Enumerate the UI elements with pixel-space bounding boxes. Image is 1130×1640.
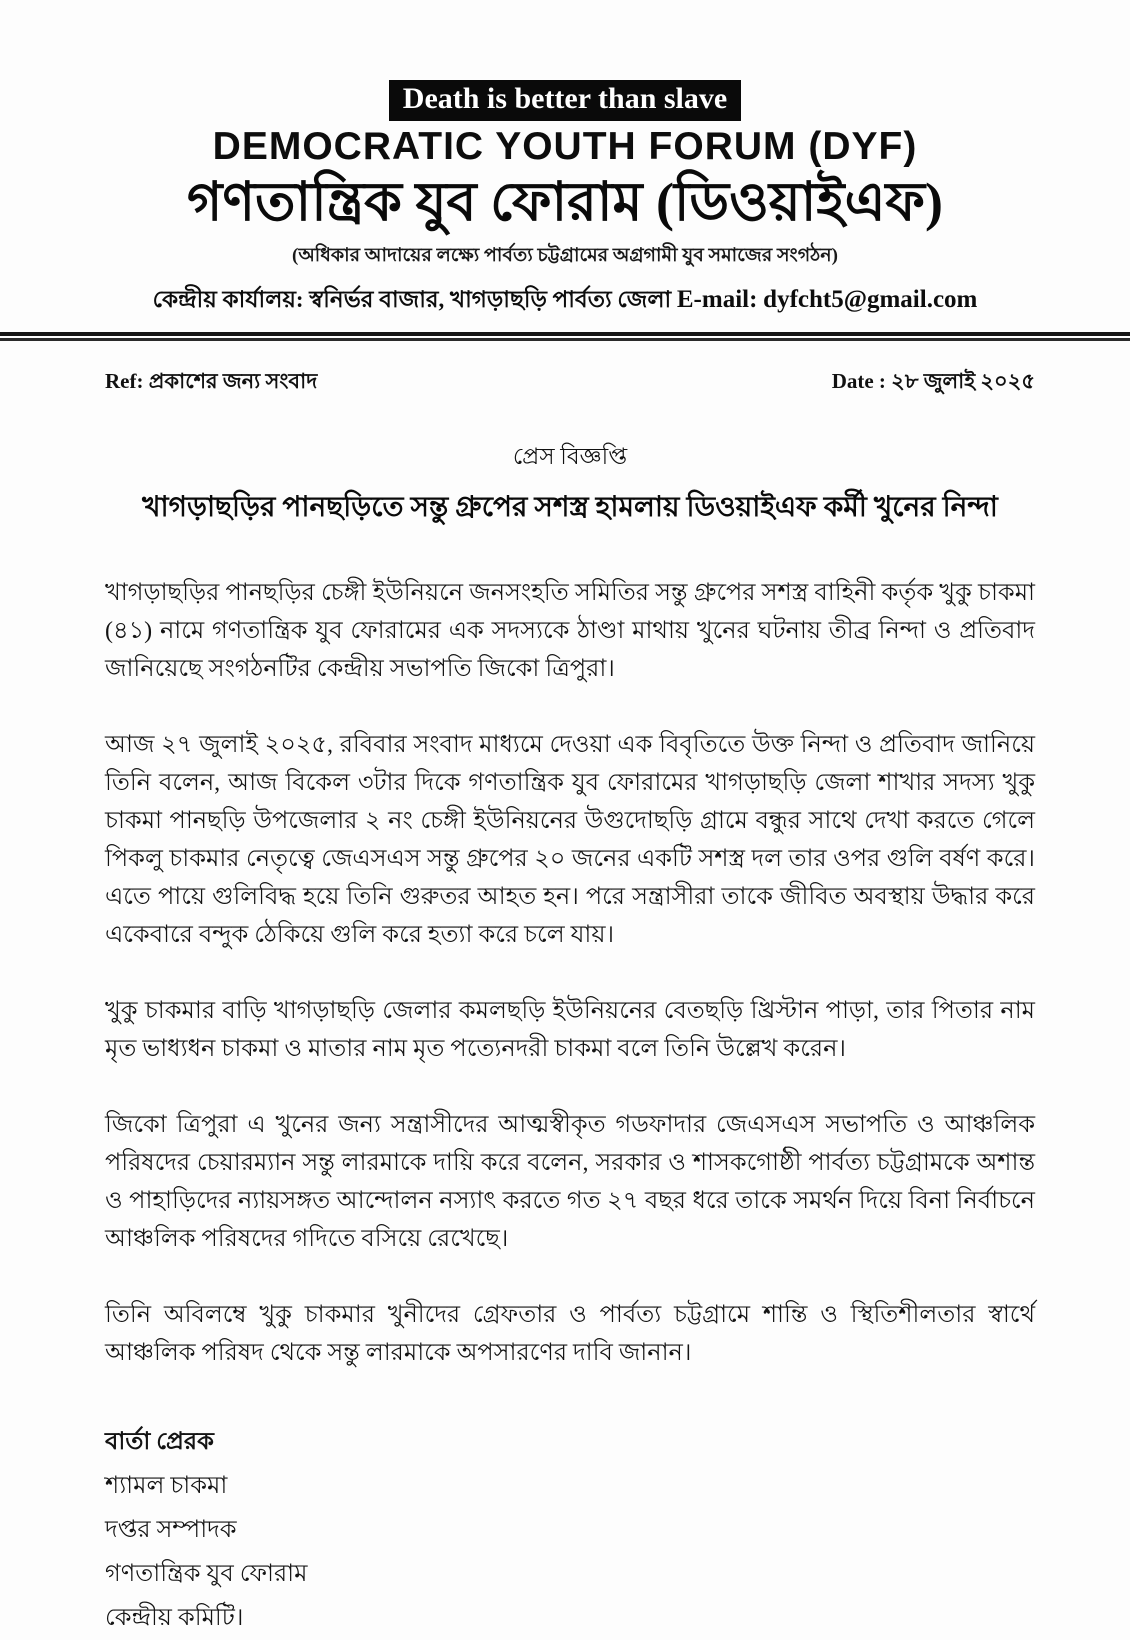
document-header [0,80,1130,320]
signature-sender-label: বার্তা প্রেরক [105,1429,214,1456]
signature-title: দপ্তর সম্পাদক [105,1517,237,1544]
org-name-english: DEMOCRATIC YOUTH FORUM (DYF) [212,125,918,168]
paragraph-2: আজ ২৭ জুলাই ২০২৫, রবিবার সংবাদ মাধ্যমে দেওয়া এক বিবৃতিতে উক্ত নিন্দা ও প্রতিবাদ জানিয়ে তিনি বলেন, আজ বিকেল ৩টার দিকে গণতান্ত্রিক যুব ফোরামের খাগড়াছড়ি জেলা শাখার সদস্য খুকু চাকমা পানছড়ি উপজেলার ২ নং চেঙ্গী ইউনিয়নের উগুদোছড়ি গ্রামে বন্ধুর সাথে দেখা করতে গেলে পিকলু চাকমার নেতৃত্বে জেএসএস সন্তু গ্রুপের ২০ জনের একটি সশস্ত্র দল তার ওপর গুলি বর্ষণ করে। এতে পায়ে গুলিবিদ্ধ হয়ে তিনি গুরুতর আহত হন। পরে সন্ত্রাসীরা তাকে জীবিত অবস্থায় উদ্ধার করে একেবারে বন্দুক ঠেকিয়ে গুলি করে হত্যা করে চলে যায়। [105,732,1035,949]
press-release-tag: প্রেস বিজ্ঞপ্তি [512,444,628,470]
ref-label: Ref: [105,369,144,394]
date-label: Date : [831,369,886,394]
org-name-bengali: গণতান্ত্রিক যুব ফোরাম (ডিওয়াইএফ) [187,172,943,232]
headline: খাগড়াছড়ির পানছড়িতে সন্তু গ্রুপের সশস্ত্র হামলায় ডিওয়াইএফ কর্মী খুনের নিন্দা [142,492,998,524]
office-address: কেন্দ্রীয় কার্যালয়: স্বনির্ভর বাজার, খাগড়াছড়ি পার্বত্য জেলা [152,287,672,313]
ref-text: প্রকাশের জন্য সংবাদ [148,369,318,394]
signature-organization: গণতান্ত্রিক যুব ফোরাম [105,1561,308,1588]
motto-banner [389,80,741,121]
date-line [832,365,1035,400]
motto-text: Death is better than slave [402,82,728,115]
paragraph-3: খুকু চাকমার বাড়ি খাগড়াছড়ি জেলার কমলছড়ি ইউনিয়নের বেতছড়ি খ্রিস্টান পাড়া, তার পিতার নাম মৃত ভাধ্যধন চাকমা ও মাতার নাম মৃত পত্যেনদরী চাকমা বলে তিনি উল্লেখ করেন। [105,998,1035,1063]
ref-line [105,365,317,400]
date-value: ২৮ জুলাই ২০২৫ [891,369,1035,394]
meta-row [105,365,1035,400]
signature-block [105,1420,1035,1640]
document-body [0,365,1130,1640]
email-label: E-mail: [676,286,758,314]
office-address-line [0,281,1130,320]
paragraph-4: জিকো ত্রিপুরা এ খুনের জন্য সন্ত্রাসীদের আত্মস্বীকৃত গডফাদার জেএসএস সভাপতি ও আঞ্চলিক পরিষদের চেয়ারম্যান সন্তু লারমাকে দায়ি করে বলেন, সরকার ও শাসকগোষ্ঠী পার্বত্য চট্টগ্রামকে অশান্ত ও পাহাড়িদের ন্যায়সঙ্গত আন্দোলন নস্যাৎ করতে গত ২৭ বছর ধরে তাকে সমর্থন দিয়ে বিনা নির্বাচনে আঞ্চলিক পরিষদের গদিতে বসিয়ে রেখেছে। [105,1112,1035,1253]
paragraph-5: তিনি অবিলম্বে খুকু চাকমার খুনীদের গ্রেফতার ও পার্বত্য চট্টগ্রামে শান্তি ও স্থিতিশীলতার স্বার্থে আঞ্চলিক পরিষদ থেকে সন্তু লারমাকে অপসারণের দাবি জানান। [105,1302,1035,1367]
paragraph-1: খাগড়াছড়ির পানছড়ির চেঙ্গী ইউনিয়নে জনসংহতি সমিতির সন্তু গ্রুপের সশস্ত্র বাহিনী কর্তৃক খুকু চাকমা (৪১) নামে গণতান্ত্রিক যুব ফোরামের এক সদস্যকে ঠাণ্ডা মাথায় খুনের ঘটনায় তীব্র নিন্দা ও প্রতিবাদ জানিয়েছে সংগঠনটির কেন্দ্রীয় সভাপতি জিকো ত্রিপুরা। [105,580,1035,683]
signature-committee: কেন্দ্রীয় কমিটি। [105,1605,244,1632]
email-value: dyfcht5@gmail.com [763,286,978,314]
signature-name: শ্যামল চাকমা [105,1473,228,1500]
org-tagline: (অধিকার আদায়ের লক্ষ্যে পার্বত্য চট্টগ্রামের অগ্রগামী যুব সমাজের সংগঠন) [292,245,838,267]
header-divider [0,332,1130,341]
